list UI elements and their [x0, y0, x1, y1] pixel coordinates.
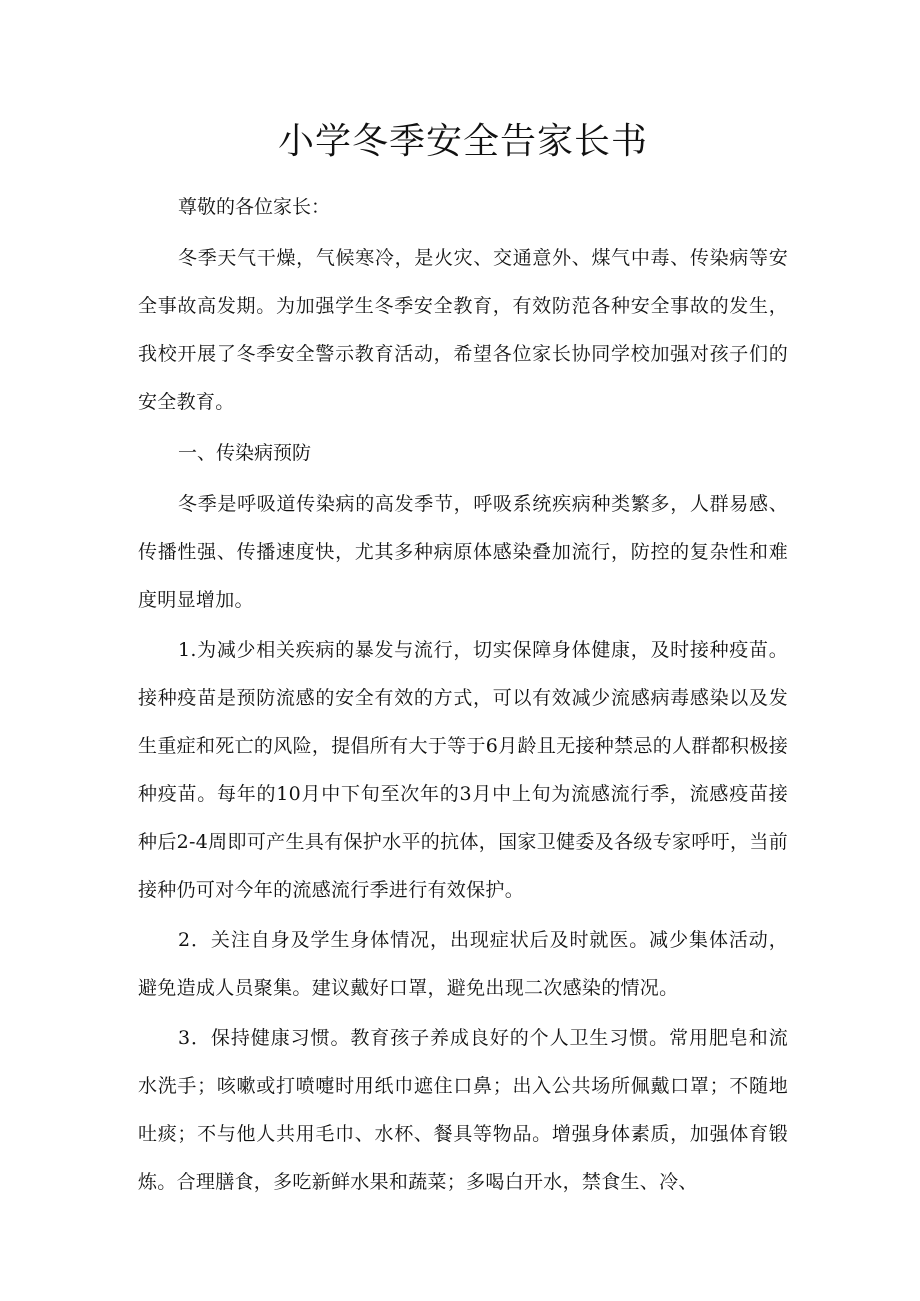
section-heading-infectious-disease: 一、传染病预防: [178, 442, 312, 464]
section-paragraph-symptoms: 2．关注自身及学生身体情况，出现症状后及时就医。减少集体活动，避免造成人员聚集。建议戴好口罩，避免出现二次感染的情况。: [138, 929, 788, 999]
section-paragraph-vaccination: 1.为减少相关疾病的暴发与流行，切实保障身体健康，及时接种疫苗。接种疫苗是预防流感的安全有效的方式，可以有效减少流感病毒感染以及发生重症和死亡的风险，提倡所有大于等于6月龄且无接种禁忌的人群都积极接种疫苗。每年的10月中下旬至次年的3月中上旬为流感流行季，流感疫苗接种后2-4周即可产生具有保护水平的抗体，国家卫健委及各级专家呼吁，当前接种仍可对今年的流感流行季进行有效保护。: [138, 639, 788, 901]
document-title: 小学冬季安全告家长书: [277, 121, 648, 162]
section-paragraph-hygiene: 3．保持健康习惯。教育孩子养成良好的个人卫生习惯。常用肥皂和流水洗手；咳嗽或打喷嚏时用纸巾遮住口鼻；出入公共场所佩戴口罩；不随地吐痰；不与他人共用毛巾、水杯、餐具等物品。增强身体素质，加强体育锻炼。合理膳食，多吃新鲜水果和蔬菜；多喝白开水，禁食生、冷、: [138, 1027, 788, 1193]
salutation: 尊敬的各位家长：: [178, 196, 331, 218]
intro-paragraph: 冬季天气干燥，气候寒冷，是火灾、交通意外、煤气中毒、传染病等安全事故高发期。为加强学生冬季安全教育，有效防范各种安全事故的发生，我校开展了冬季安全警示教育活动，希望各位家长协同学校加强对孩子们的安全教育。: [138, 247, 788, 413]
section-paragraph: 冬季是呼吸道传染病的高发季节，呼吸系统疾病种类繁多，人群易感、传播性强、传播速度快，尤其多种病原体感染叠加流行，防控的复杂性和难度明显增加。: [138, 493, 788, 611]
